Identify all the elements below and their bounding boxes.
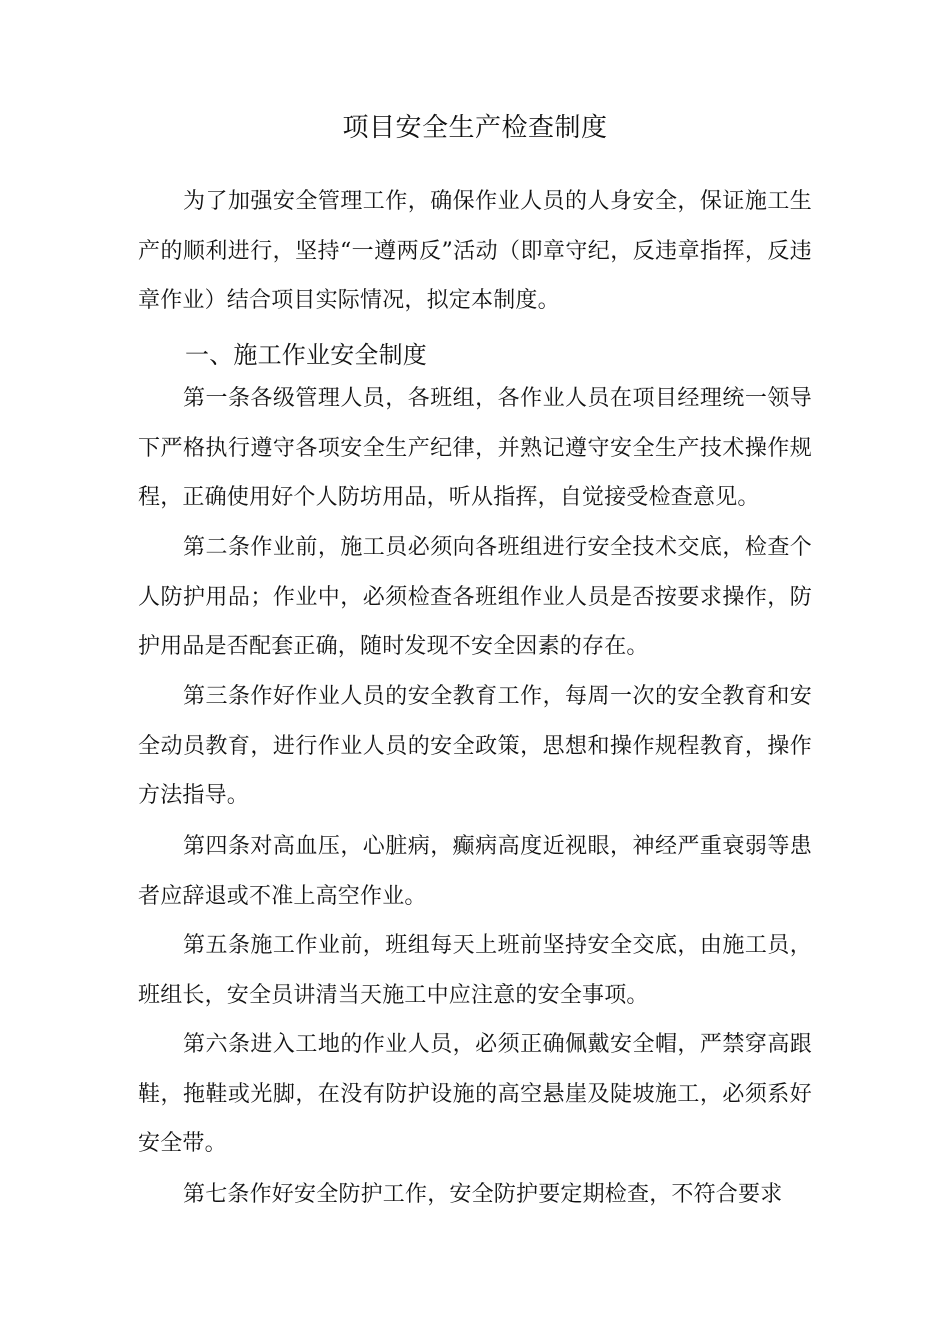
article-5-paragraph: 第五条施工作业前，班组每天上班前坚持安全交底，由施工员，班组长，安全员讲清当天施工中应注意的安全事项。	[138, 933, 812, 1008]
intro-paragraph: 为了加强安全管理工作，确保作业人员的人身安全，保证施工生产的顺利进行，坚持“一遵两反”活动（即章守纪，反违章指挥，反违章作业）结合项目实际情况，拟定本制度。	[138, 189, 812, 313]
article-7-paragraph: 第七条作好安全防护工作，安全防护要定期检查，不符合要求	[183, 1182, 783, 1207]
article-1-paragraph: 第一条各级管理人员，各班组，各作业人员在项目经理统一领导下严格执行遵守各项安全生产纪律，并熟记遵守安全生产技术操作规程，正确使用好个人防坊用品，听从指挥，自觉接受检查意见。	[138, 386, 812, 510]
section-heading: 一、施工作业安全制度	[185, 341, 427, 369]
article-2-paragraph: 第二条作业前，施工员必须向各班组进行安全技术交底，检查个人防护用品；作业中，必须检查各班组作业人员是否按要求操作，防护用品是否配套正确，随时发现不安全因素的存在。	[138, 535, 812, 659]
article-3-paragraph: 第三条作好作业人员的安全教育工作，每周一次的安全教育和安全动员教育，进行作业人员的安全政策，思想和操作规程教育，操作方法指导。	[138, 684, 812, 808]
document-title: 项目安全生产检查制度	[342, 113, 608, 143]
article-4-paragraph: 第四条对高血压，心脏病，癫病高度近视眼，神经严重衰弱等患者应辞退或不准上高空作业。	[138, 834, 812, 909]
article-6-paragraph: 第六条进入工地的作业人员，必须正确佩戴安全帽，严禁穿高跟鞋，拖鞋或光脚，在没有防护设施的高空悬崖及陡坡施工，必须系好安全带。	[138, 1032, 812, 1156]
